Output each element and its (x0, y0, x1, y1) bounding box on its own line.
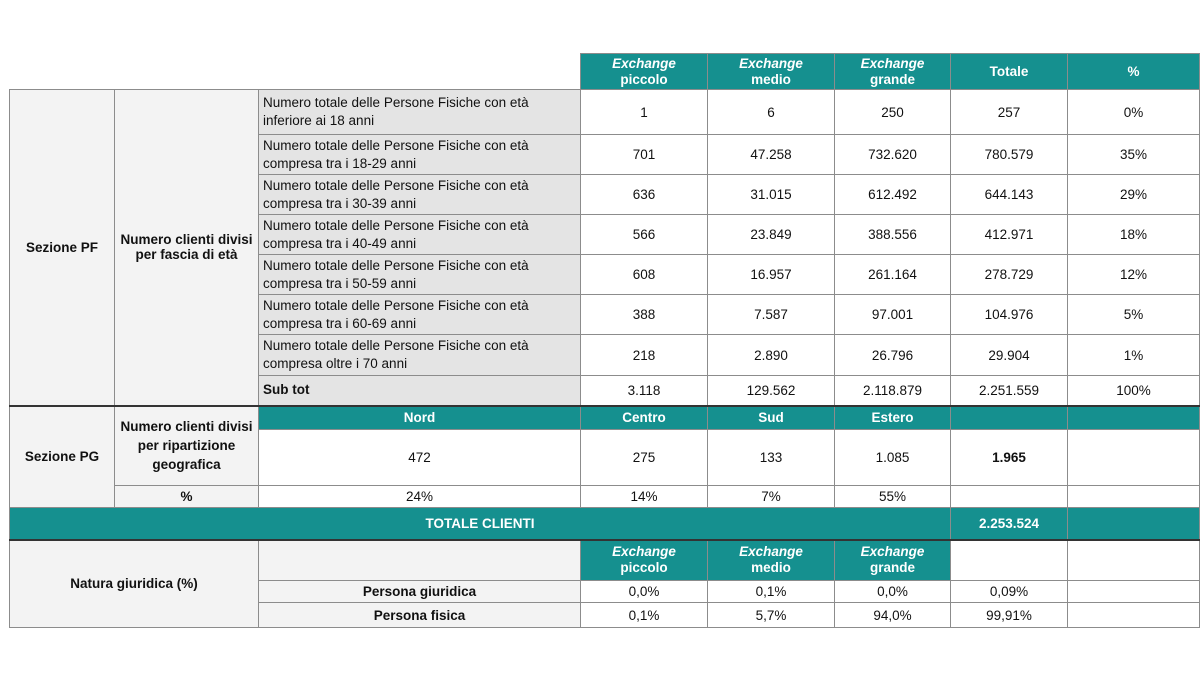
cell-empty (1068, 603, 1200, 628)
clients-table (9, 53, 1200, 628)
cell-value: 732.620 (835, 135, 951, 175)
row-label: Numero totale delle Persone Fisiche con età compresa tra i 18-29 anni (259, 135, 581, 175)
header-empty (1068, 406, 1200, 430)
header-estero: Estero (835, 406, 951, 430)
cell-total: 99,91% (951, 603, 1068, 628)
cell-total: 278.729 (951, 255, 1068, 295)
cell-value: 5,7% (708, 603, 835, 628)
header-sud: Sud (708, 406, 835, 430)
cell-pg-total: 1.965 (951, 430, 1068, 486)
cell-value: 7.587 (708, 295, 835, 335)
cell-total: 29.904 (951, 335, 1068, 376)
header-spacer (10, 54, 581, 90)
row-label: Persona giuridica (259, 581, 581, 603)
cell-total: 644.143 (951, 175, 1068, 215)
pg-region-header-row (10, 406, 1200, 430)
total-clients-label: TOTALE CLIENTI (10, 508, 951, 540)
cell-total: 257 (951, 90, 1068, 135)
cell-value: 388 (581, 295, 708, 335)
cell-value: 97.001 (835, 295, 951, 335)
cell-value: 26.796 (835, 335, 951, 376)
cell-estero: 1.085 (835, 430, 951, 486)
natura-header-exchange-piccolo: Exchange piccolo (581, 540, 708, 581)
pg-percent-row (10, 486, 1200, 508)
cell-empty (1068, 508, 1200, 540)
cell-value: 3.118 (581, 376, 708, 406)
cell-value: 701 (581, 135, 708, 175)
cell-value: 6 (708, 90, 835, 135)
cell-value: 608 (581, 255, 708, 295)
cell-estero-pct: 55% (835, 486, 951, 508)
natura-header-exchange-grande: Exchange grande (835, 540, 951, 581)
cell-value: 218 (581, 335, 708, 376)
pf-group-label: Numero clienti divisi per fascia di età (115, 90, 259, 406)
row-label: Persona fisica (259, 603, 581, 628)
cell-value: 129.562 (708, 376, 835, 406)
subtotal-label: Sub tot (259, 376, 581, 406)
cell-value: 0,1% (708, 581, 835, 603)
header-percent: % (1068, 54, 1200, 90)
cell-sud-pct: 7% (708, 486, 835, 508)
natura-header-row (10, 540, 1200, 581)
cell-value: 31.015 (708, 175, 835, 215)
cell-empty (951, 486, 1068, 508)
cell-value: 388.556 (835, 215, 951, 255)
total-clients-row (10, 508, 1200, 540)
cell-total: 0,09% (951, 581, 1068, 603)
header-exchange-medio: Exchange medio (708, 54, 835, 90)
cell-empty (1068, 540, 1200, 581)
cell-value: 16.957 (708, 255, 835, 295)
cell-sud: 133 (708, 430, 835, 486)
row-label: Numero totale delle Persone Fisiche con età inferiore ai 18 anni (259, 90, 581, 135)
row-label: Numero totale delle Persone Fisiche con età compresa oltre i 70 anni (259, 335, 581, 376)
cell-total: 780.579 (951, 135, 1068, 175)
row-label: Numero totale delle Persone Fisiche con età compresa tra i 50-59 anni (259, 255, 581, 295)
header-nord: Nord (259, 406, 581, 430)
cell-percent: 0% (1068, 90, 1200, 135)
header-exchange-grande: Exchange grande (835, 54, 951, 90)
cell-value: 566 (581, 215, 708, 255)
cell-centro-pct: 14% (581, 486, 708, 508)
table-row (10, 90, 1200, 135)
cell-percent: 1% (1068, 335, 1200, 376)
cell-empty (951, 540, 1068, 581)
cell-value: 0,0% (835, 581, 951, 603)
cell-percent: 100% (1068, 376, 1200, 406)
cell-empty (259, 540, 581, 581)
row-label: Numero totale delle Persone Fisiche con età compresa tra i 40-49 anni (259, 215, 581, 255)
header-centro: Centro (581, 406, 708, 430)
header-empty (951, 406, 1068, 430)
cell-value: 23.849 (708, 215, 835, 255)
pg-group-label: Numero clienti divisi per ripartizione geografica (115, 406, 259, 486)
row-label: Numero totale delle Persone Fisiche con età compresa tra i 30-39 anni (259, 175, 581, 215)
cell-centro: 275 (581, 430, 708, 486)
cell-value: 250 (835, 90, 951, 135)
cell-value: 261.164 (835, 255, 951, 295)
cell-total: 104.976 (951, 295, 1068, 335)
cell-empty (1068, 581, 1200, 603)
header-exchange-piccolo: Exchange piccolo (581, 54, 708, 90)
cell-value: 47.258 (708, 135, 835, 175)
cell-total: 412.971 (951, 215, 1068, 255)
cell-value: 0,1% (581, 603, 708, 628)
cell-value: 612.492 (835, 175, 951, 215)
cell-empty (1068, 486, 1200, 508)
header-row (10, 54, 1200, 90)
pg-percent-label: % (115, 486, 259, 508)
section-pf-label: Sezione PF (10, 90, 115, 406)
cell-value: 2.890 (708, 335, 835, 376)
row-label: Numero totale delle Persone Fisiche con età compresa tra i 60-69 anni (259, 295, 581, 335)
cell-percent: 18% (1068, 215, 1200, 255)
section-pg-label: Sezione PG (10, 406, 115, 508)
cell-percent: 29% (1068, 175, 1200, 215)
natura-header-exchange-medio: Exchange medio (708, 540, 835, 581)
cell-percent: 5% (1068, 295, 1200, 335)
cell-value: 1 (581, 90, 708, 135)
cell-percent: 12% (1068, 255, 1200, 295)
cell-nord: 472 (259, 430, 581, 486)
cell-percent: 35% (1068, 135, 1200, 175)
total-clients-value: 2.253.524 (951, 508, 1068, 540)
cell-value: 94,0% (835, 603, 951, 628)
cell-value: 0,0% (581, 581, 708, 603)
cell-total: 2.251.559 (951, 376, 1068, 406)
cell-value: 2.118.879 (835, 376, 951, 406)
cell-nord-pct: 24% (259, 486, 581, 508)
cell-value: 636 (581, 175, 708, 215)
header-totale: Totale (951, 54, 1068, 90)
natura-label: Natura giuridica (%) (10, 540, 259, 628)
cell-empty (1068, 430, 1200, 486)
clients-table-wrapper (9, 53, 1200, 628)
